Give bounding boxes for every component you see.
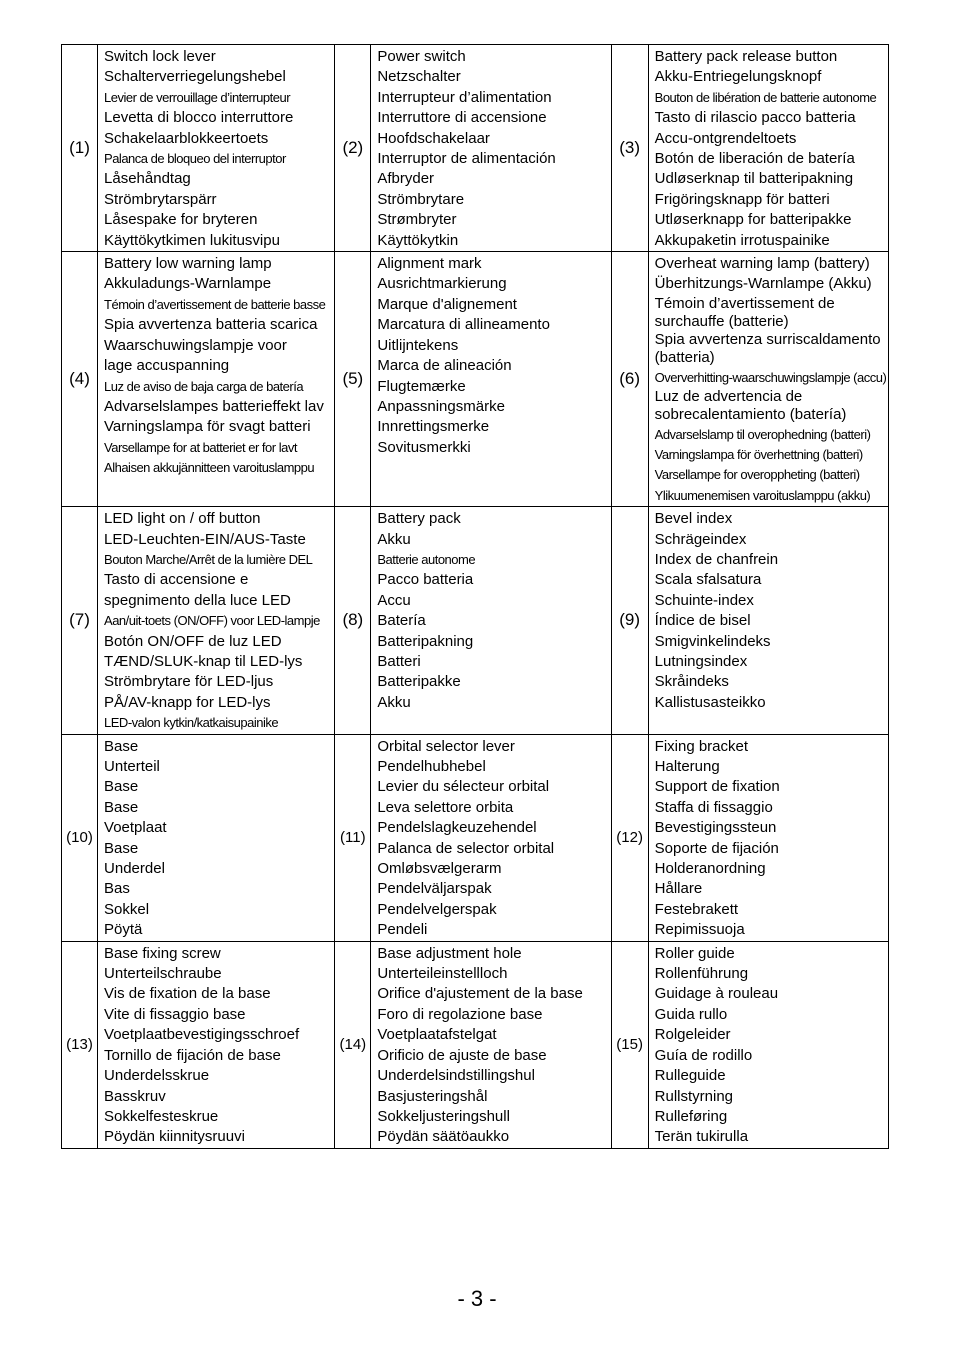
part-name-line: Anpassningsmärke [377,397,505,415]
part-name-line: LED-Leuchten-EIN/AUS-Taste [104,530,306,548]
part-name-line: Alhaisen akkujännitteen varoituslamppu [104,460,315,476]
part-name-line: Varsellampe for overoppheting (batteri) [654,467,860,483]
part-name-line: Botón de liberación de batería [654,150,855,168]
part-name-line: Interruptor de alimentación [377,150,556,168]
part-name-line: Akkupaketin irrotuspainike [654,231,830,249]
part-name-line: Akku-Entriegelungsknopf [654,68,822,86]
part-name-line: Batteripakke [377,673,461,691]
part-name-line: Base [104,839,139,857]
part-name-line: Voetplaat [104,819,167,837]
part-name-line: LED light on / off button [104,510,261,528]
part-name-line: Levier de verrouillage d’interrupteur [104,89,291,105]
part-name-line: Accu [377,591,411,609]
part-names [98,252,335,507]
part-name-line: Repimissuoja [654,921,745,939]
part-name-line: Sokkeljusteringshull [377,1107,510,1125]
part-name-line: Switch lock lever [104,48,216,65]
part-names [98,734,335,941]
part-name-line: Guida rullo [654,1005,728,1023]
part-name-line: TÆND/SLUK-knap til LED-lys [104,652,303,670]
part-name-line: Lutningsindex [654,652,748,670]
part-name-line: Waarschuwingslampje voor [104,336,287,354]
part-name-line: Palanca de selector orbital [377,839,555,857]
part-name-line: Base [104,737,139,755]
part-name-line: Base fixing screw [104,944,221,962]
part-name-line: Sovitusmerkki [377,438,471,456]
part-name-line: Palanca de bloqueo del interruptor [104,151,286,167]
part-name-line: Pöydän kiinnitysruuvi [104,1128,245,1146]
part-name-line: Bas [104,880,130,898]
part-name-line: Index de chanfrein [654,550,779,568]
part-name-line: Fixing bracket [654,737,749,755]
part-name-line: Uitlijntekens [377,336,459,354]
part-name-line: Battery pack [377,510,461,528]
part-name-line: Marcatura di allineamento [377,316,550,334]
part-name-line: Pendelväljarspak [377,880,492,898]
part-number: (11) [335,734,371,941]
part-name-line: Vite di fissaggio base [104,1005,246,1023]
part-name-line: Levetta di blocco interruttore [104,109,294,127]
part-name-line: Batería [377,612,426,630]
part-name-line: Base [104,778,139,796]
part-name-line: Tornillo de fijación de base [104,1046,281,1064]
part-name-line: Batterie autonome [377,551,476,567]
part-name-line: Akku [377,693,411,711]
part-names [371,734,611,941]
part-number: (12) [611,734,648,941]
part-name-line: Guidage à rouleau [654,985,779,1003]
part-name-line: Roller guide [654,944,735,962]
part-name-line: Sokkelfesteskrue [104,1107,219,1125]
part-name-line: LED-valon kytkin/katkaisupainike [104,715,279,731]
parts-table [61,44,889,1149]
part-name-line: Varningslampa för överhettning (batteri) [654,446,863,462]
part-number: (14) [335,941,371,1148]
part-name-line: Soporte de fijación [654,839,779,857]
part-name-line: Rollenführung [654,965,749,983]
part-name-line: Interrupteur d’alimentation [377,88,552,106]
part-name-line: Bevestigingssteun [654,819,777,837]
part-name-line: Batteripakning [377,632,474,650]
part-name-line: Scala sfalsatura [654,571,762,589]
part-name-line: Pöydän säätöaukko [377,1128,510,1146]
part-name-line: Témoin d’avertissement de surchauffe (batterie) [654,294,835,331]
part-names [98,507,335,734]
table-row [62,252,889,507]
part-name-line: Sokkel [104,900,150,918]
part-number: (9) [611,507,648,734]
part-name-line: Udløserknap til batteripakning [654,170,854,188]
part-names [648,252,888,507]
part-name-line: Festebrakett [654,900,739,918]
part-name-line: Flugtemærke [377,377,466,395]
part-name-line: Base adjustment hole [377,944,522,962]
part-name-line: Support de fixation [654,778,780,796]
part-name-line: Låsespake for bryteren [104,211,258,229]
part-name-line: Unterteileinstellloch [377,965,508,983]
part-name-line: Battery low warning lamp [104,255,272,273]
part-name-line: Schalterverriegelungshebel [104,68,286,86]
part-number: (4) [62,252,98,507]
table-row [62,45,889,252]
part-name-line: Interruttore di accensione [377,109,547,127]
part-name-line: Schuinte-index [654,591,754,609]
part-name-line: Schrägeindex [654,530,747,548]
part-names [98,941,335,1148]
part-name-line: Underdelsskrue [104,1067,210,1085]
part-number: (6) [611,252,648,507]
part-name-line: Batteri [377,652,421,670]
part-name-line: Strömbrytarspärr [104,190,217,208]
part-name-line: Marque d'alignement [377,295,517,313]
part-name-line: Unterteil [104,758,160,775]
part-name-line: Hållare [654,880,703,898]
part-names [371,45,611,252]
part-name-line: Tasto di accensione e [104,571,249,589]
part-number: (10) [62,734,98,941]
part-name-line: Varsellampe for at batteriet er for lavt [104,439,297,455]
part-name-line: Hoofdschakelaar [377,129,490,147]
part-name-line: Schakelaarblokkeertoets [104,129,269,147]
part-name-line: Alignment mark [377,255,482,273]
part-name-line: PÅ/AV-knapp for LED-lys [104,693,271,711]
part-name-line: Utløserknapp for batteripakke [654,211,852,229]
part-name-line: Power switch [377,48,466,65]
part-names [371,507,611,734]
part-name-line: Rulleguide [654,1067,726,1085]
part-name-line: Strömbrytare [377,190,465,208]
part-name-line: Vis de fixation de la base [104,985,271,1003]
part-name-line: Frigöringsknapp för batteri [654,190,830,208]
part-names [648,507,888,734]
part-name-line: Battery pack release button [654,48,838,65]
part-number: (8) [335,507,371,734]
part-name-line: Orbital selector lever [377,737,515,755]
part-name-line: Unterteilschraube [104,965,222,983]
part-names [648,734,888,941]
part-name-line: Témoin d’avertissement de batterie basse [104,296,326,312]
part-name-line: Advarselslamp til overophedning (batteri) [654,426,871,442]
part-name-line: Orifice d'ajustement de la base [377,985,583,1003]
part-name-line: Pendelhubhebel [377,758,486,775]
part-names [648,941,888,1148]
part-name-line: Índice de bisel [654,612,751,630]
table-row [62,734,889,941]
part-name-line: Basjusteringshål [377,1087,488,1105]
part-name-line: Halterung [654,758,720,775]
part-name-line: Akkuladungs-Warnlampe [104,275,272,293]
part-name-line: Überhitzungs-Warnlampe (Akku) [654,275,872,293]
part-names [371,252,611,507]
part-name-line: Guía de rodillo [654,1046,753,1064]
part-name-line: Smigvinkelindeks [654,632,771,650]
part-names [98,45,335,252]
part-name-line: Låsehåndtag [104,170,191,188]
part-name-line: Aan/uit-toets (ON/OFF) voor LED-lampje [104,613,320,629]
part-name-line: Leva selettore orbita [377,798,514,816]
part-name-line: Spia avvertenza batteria scarica [104,316,318,334]
part-name-line: Voetplaatbevestigingsschroef [104,1026,300,1044]
part-name-line: Omløbsvælgerarm [377,860,502,878]
part-name-line: Käyttökytkin [377,231,459,249]
part-name-line: Accu-ontgrendeltoets [654,129,797,147]
part-name-line: Bouton Marche/Arrêt de la lumière DEL [104,551,313,567]
table-row [62,507,889,734]
part-name-line: Botón ON/OFF de luz LED [104,632,282,650]
part-name-line: Bevel index [654,510,733,528]
part-number: (2) [335,45,371,252]
part-name-line: Advarselslampes batterieffekt lav [104,397,324,415]
part-name-line: Varningslampa för svagt batteri [104,418,311,436]
part-name-line: Spia avvertenza surriscaldamento (batteria) [654,331,881,367]
part-name-line: Luz de advertencia de sobrecalentamiento (batería) [654,388,847,424]
part-name-line: Holderanordning [654,860,766,878]
part-name-line: Pendeli [377,921,428,939]
part-number: (1) [62,45,98,252]
part-name-line: Ausrichtmarkierung [377,275,507,293]
part-name-line: Afbryder [377,170,435,188]
part-name-line: Innrettingsmerke [377,418,490,436]
part-name-line: Foro di regolazione base [377,1005,543,1023]
part-number: (13) [62,941,98,1148]
part-name-line: Base [104,798,139,816]
part-name-line: Staffa di fissaggio [654,798,773,816]
part-name-line: Levier du sélecteur orbital [377,778,550,796]
part-name-line: Rullstyrning [654,1087,734,1105]
table-row [62,941,889,1148]
part-name-line: Rulleføring [654,1107,728,1125]
part-name-line: Voetplaatafstelgat [377,1026,497,1044]
part-name-line: Luz de aviso de baja carga de batería [104,378,304,394]
part-name-line: lage accuspanning [104,357,230,375]
part-name-line: Ylikuumenemisen varoituslamppu (akku) [654,487,871,503]
page-number: - 3 - [457,1286,497,1311]
part-name-line: Käyttökytkimen lukitusvipu [104,231,280,249]
part-name-line: Pendelvelgerspak [377,900,497,918]
part-name-line: Overheat warning lamp (battery) [654,255,870,273]
part-name-line: Akku [377,530,411,548]
part-number: (5) [335,252,371,507]
part-name-line: Strømbryter [377,211,457,229]
part-name-line: Underdelsindstillingshul [377,1067,535,1085]
part-number: (15) [611,941,648,1148]
part-names [371,941,611,1148]
part-number: (3) [611,45,648,252]
part-name-line: Netzschalter [377,68,461,86]
part-name-line: Oververhitting-waarschuwingslampje (accu) [654,369,887,385]
part-name-line: Basskruv [104,1087,166,1105]
part-name-line: Skråindeks [654,673,729,691]
part-name-line: Strömbrytare för LED-ljus [104,673,274,691]
part-number: (7) [62,507,98,734]
part-name-line: Pacco batteria [377,571,474,589]
part-name-line: spegnimento della luce LED [104,591,291,609]
part-names [648,45,888,252]
part-name-line: Pendelslagkeuzehendel [377,819,537,837]
part-name-line: Tasto di rilascio pacco batteria [654,109,856,127]
part-name-line: Bouton de libération de batterie autonome [654,89,877,105]
part-name-line: Orificio de ajuste de base [377,1046,547,1064]
part-name-line: Pöytä [104,921,143,939]
part-name-line: Kallistusasteikko [654,693,766,711]
part-name-line: Rolgeleider [654,1026,731,1044]
part-name-line: Terän tukirulla [654,1128,749,1146]
part-name-line: Marca de alineación [377,357,512,375]
part-name-line: Underdel [104,860,165,878]
